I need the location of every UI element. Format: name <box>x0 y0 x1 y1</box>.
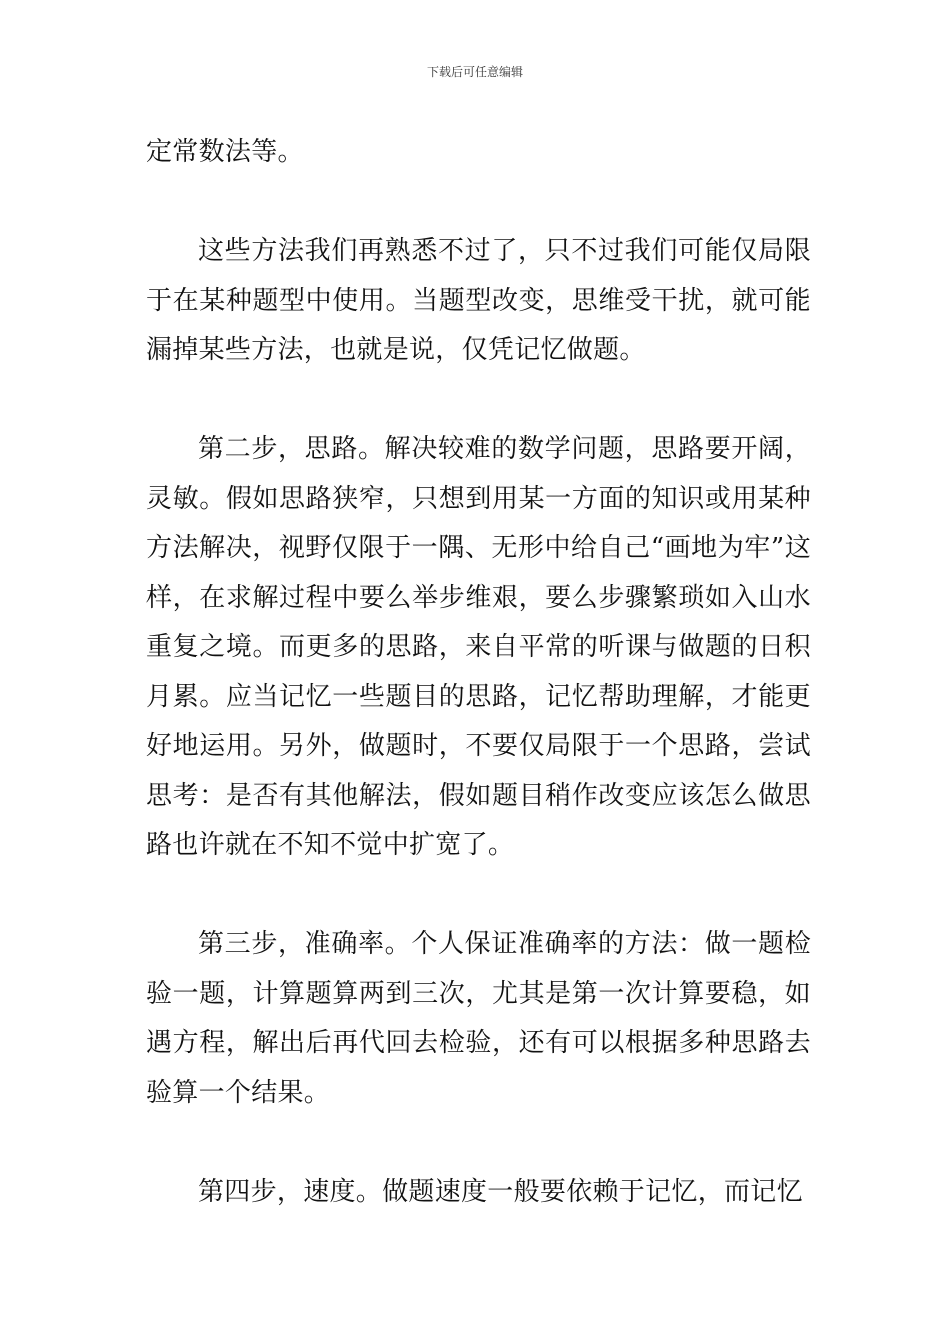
paragraph-gap <box>146 871 811 921</box>
paragraph-1: 定常数法等。 <box>146 137 304 167</box>
paragraph-gap <box>146 376 811 426</box>
page-header: 下载后可任意编辑 <box>426 65 523 79</box>
paragraph-5: 第四步，速度。做题速度一般要依赖于记忆，而记忆 <box>198 1176 803 1207</box>
paragraph-gap <box>146 1118 811 1168</box>
paragraph-2: 这些方法我们再熟悉不过了，只不过我们可能仅局限于在某种题型中使用。当题型改变，思维受干扰，就可能漏掉某些方法，也就是说，仅凭记忆做题。 <box>146 236 811 365</box>
paragraph-4: 第三步，准确率。个人保证准确率的方法：做一题检验一题，计算题算两到三次，尤其是第一次计算要稳，如遇方程，解出后再代回去检验，还有可以根据多种思路去验算一个结果。 <box>146 929 811 1108</box>
paragraph-3: 第二步，思路。解决较难的数学问题，思路要开阔，灵敏。假如思路狭窄，只想到用某一方面的知识或用某种方法解决，视野仅限于一隅、无形中给自己“画地为牢”这样，在求解过程中要么举步维艰，要么步骤繁琐如入山水重复之境。而更多的思路，来自平常的听课与做题的日积月累。应当记忆一些题目的思路，记忆帮助理解，才能更好地运用。另外，做题时，不要仅局限于一个思路，尝试思考：是否有其他解法，假如题目稍作改变应该怎么做思路也许就在不知不觉中扩宽了。 <box>146 434 811 860</box>
document-body <box>146 128 811 1217</box>
paragraph-gap <box>146 178 811 228</box>
